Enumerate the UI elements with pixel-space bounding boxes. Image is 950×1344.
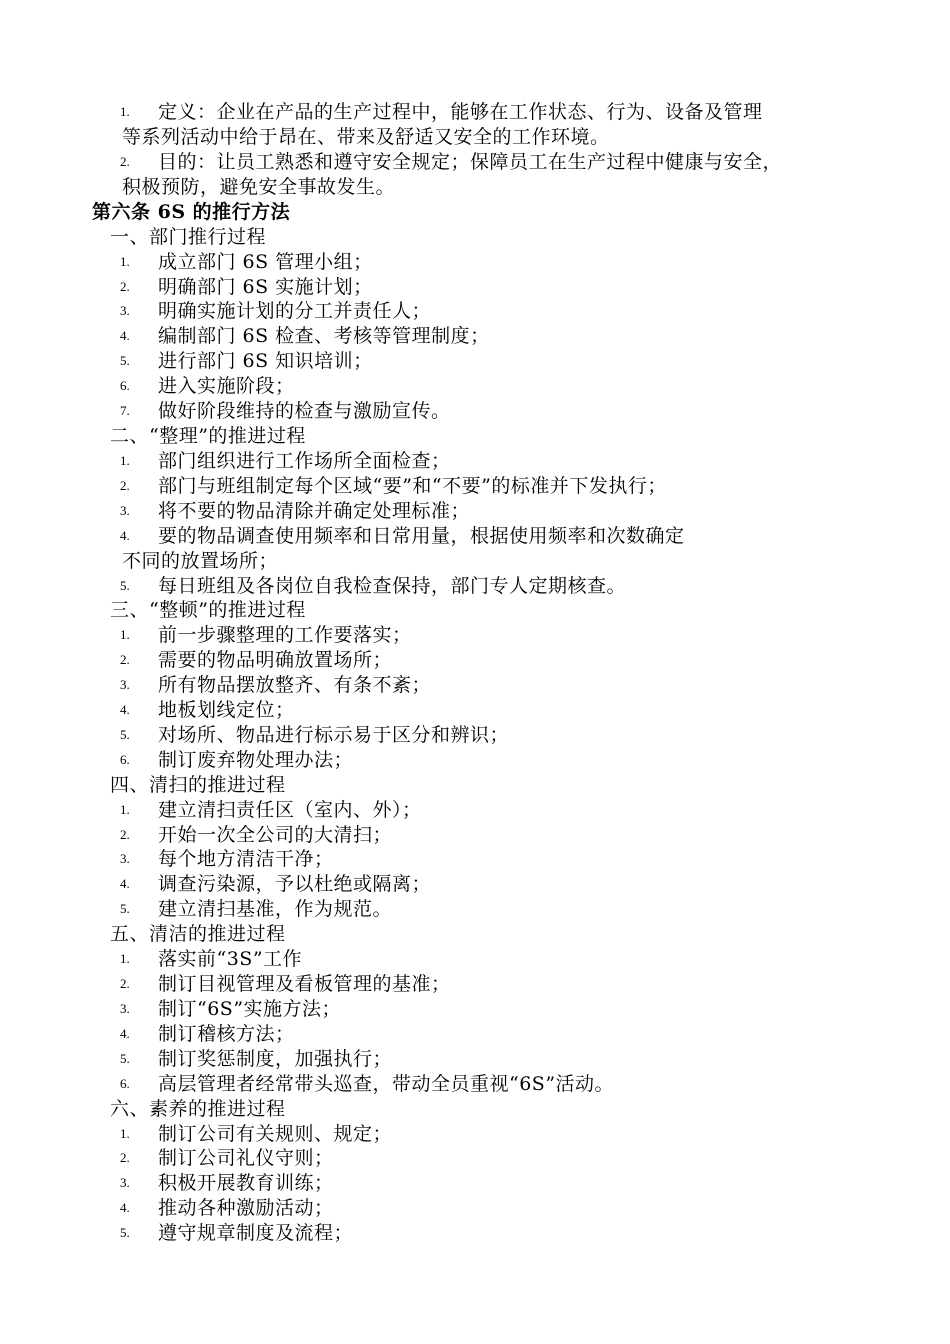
list-item-text: 推动各种激励活动； (158, 1197, 334, 1219)
section-title: 一、部门推行过程 (110, 226, 267, 248)
section-title: 六、素养的推进过程 (110, 1098, 286, 1120)
list-number: 1. (120, 1126, 130, 1141)
list-item-continuation: 积极预防，避免安全事故发生。 (122, 176, 396, 198)
list-item-text: 进入实施阶段； (158, 375, 295, 397)
section-title: 三、“整顿”的推进过程 (110, 599, 306, 621)
list-item-text: 开始一次全公司的大清扫； (158, 824, 393, 846)
list-number: 4. (120, 328, 130, 343)
list-item-text: 编制部门 6S 检查、考核等管理制度； (158, 325, 490, 347)
article-title: 第六条 6S 的推行方法 (92, 201, 291, 223)
list-number: 4. (120, 876, 130, 891)
list-number: 2. (120, 478, 130, 493)
list-number: 4. (120, 528, 130, 543)
list-item-text: 制订稽核方法； (158, 1023, 295, 1045)
list-item-text: 部门组织进行工作场所全面检查； (158, 450, 451, 472)
list-number: 5. (120, 578, 130, 593)
list-item-text: 对场所、物品进行标示易于区分和辨识； (158, 724, 510, 746)
section-title: 五、清洁的推进过程 (110, 923, 286, 945)
list-number: 2. (120, 1150, 130, 1165)
list-item-text: 制订“6S”实施方法； (158, 998, 342, 1020)
list-item-text: 制订公司有关规则、规定； (158, 1123, 393, 1145)
list-number: 6. (120, 1076, 130, 1091)
list-item-continuation: 等系列活动中给于昂在、带来及舒适又安全的工作环境。 (122, 126, 610, 148)
list-item-text: 做好阶段维持的检查与激励宣传。 (158, 400, 451, 422)
list-item-text: 部门与班组制定每个区域“要”和“不要”的标准并下发执行； (158, 475, 667, 497)
list-item-text: 明确部门 6S 实施计划； (158, 276, 373, 298)
section-title: 二、“整理”的推进过程 (110, 425, 306, 447)
list-item-text: 每日班组及各岗位自我检查保持，部门专人定期核查。 (158, 575, 627, 597)
list-item-text: 建立清扫基准，作为规范。 (158, 898, 393, 920)
list-number: 2. (120, 279, 130, 294)
list-item-text: 制订公司礼仪守则； (158, 1147, 334, 1169)
list-item-text: 目的：让员工熟悉和遵守安全规定；保障员工在生产过程中健康与安全， (158, 151, 783, 173)
list-number: 1. (120, 104, 130, 119)
list-number: 6. (120, 752, 130, 767)
list-number: 1. (120, 453, 130, 468)
list-item-text: 需要的物品明确放置场所； (158, 649, 393, 671)
list-number: 3. (120, 851, 130, 866)
list-item-text: 定义：企业在产品的生产过程中，能够在工作状态、行为、设备及管理 (158, 101, 763, 123)
list-number: 2. (120, 976, 130, 991)
list-item-text: 高层管理者经常带头巡查，带动全员重视“6S”活动。 (158, 1073, 615, 1095)
list-item-text: 落实前“3S”工作 (158, 948, 303, 970)
list-number: 6. (120, 378, 130, 393)
list-number: 4. (120, 702, 130, 717)
list-item-text: 所有物品摆放整齐、有条不紊； (158, 674, 432, 696)
list-number: 4. (120, 1026, 130, 1041)
list-number: 1. (120, 951, 130, 966)
list-number: 3. (120, 303, 130, 318)
list-item-continuation: 不同的放置场所； (122, 550, 279, 572)
list-number: 4. (120, 1200, 130, 1215)
list-number: 5. (120, 901, 130, 916)
list-item-text: 每个地方清洁干净； (158, 848, 334, 870)
list-number: 5. (120, 353, 130, 368)
list-item-text: 地板划线定位； (158, 699, 295, 721)
list-item-text: 将不要的物品清除并确定处理标准； (158, 500, 471, 522)
list-number: 3. (120, 1001, 130, 1016)
list-number: 5. (120, 1051, 130, 1066)
list-number: 5. (120, 727, 130, 742)
list-number: 2. (120, 154, 130, 169)
list-number: 3. (120, 677, 130, 692)
list-item-text: 制订奖惩制度，加强执行； (158, 1048, 393, 1070)
list-number: 1. (120, 627, 130, 642)
list-number: 7. (120, 403, 130, 418)
list-item-text: 要的物品调查使用频率和日常用量，根据使用频率和次数确定 (158, 525, 685, 547)
list-item-text: 进行部门 6S 知识培训； (158, 350, 373, 372)
list-item-text: 遵守规章制度及流程； (158, 1222, 354, 1244)
list-item-text: 调查污染源，予以杜绝或隔离； (158, 873, 432, 895)
list-number: 2. (120, 652, 130, 667)
list-number: 3. (120, 503, 130, 518)
list-number: 1. (120, 802, 130, 817)
list-item-text: 制订目视管理及看板管理的基准； (158, 973, 451, 995)
list-number: 2. (120, 827, 130, 842)
list-item-text: 前一步骤整理的工作要落实； (158, 624, 412, 646)
list-item-text: 制订废弃物处理办法； (158, 749, 354, 771)
list-number: 1. (120, 254, 130, 269)
list-item-text: 建立清扫责任区（室内、外）； (158, 799, 422, 821)
list-item-text: 明确实施计划的分工并责任人； (158, 300, 432, 322)
section-title: 四、清扫的推进过程 (110, 774, 286, 796)
list-item-text: 成立部门 6S 管理小组； (158, 251, 373, 273)
list-number: 5. (120, 1225, 130, 1240)
list-number: 3. (120, 1175, 130, 1190)
list-item-text: 积极开展教育训练； (158, 1172, 334, 1194)
